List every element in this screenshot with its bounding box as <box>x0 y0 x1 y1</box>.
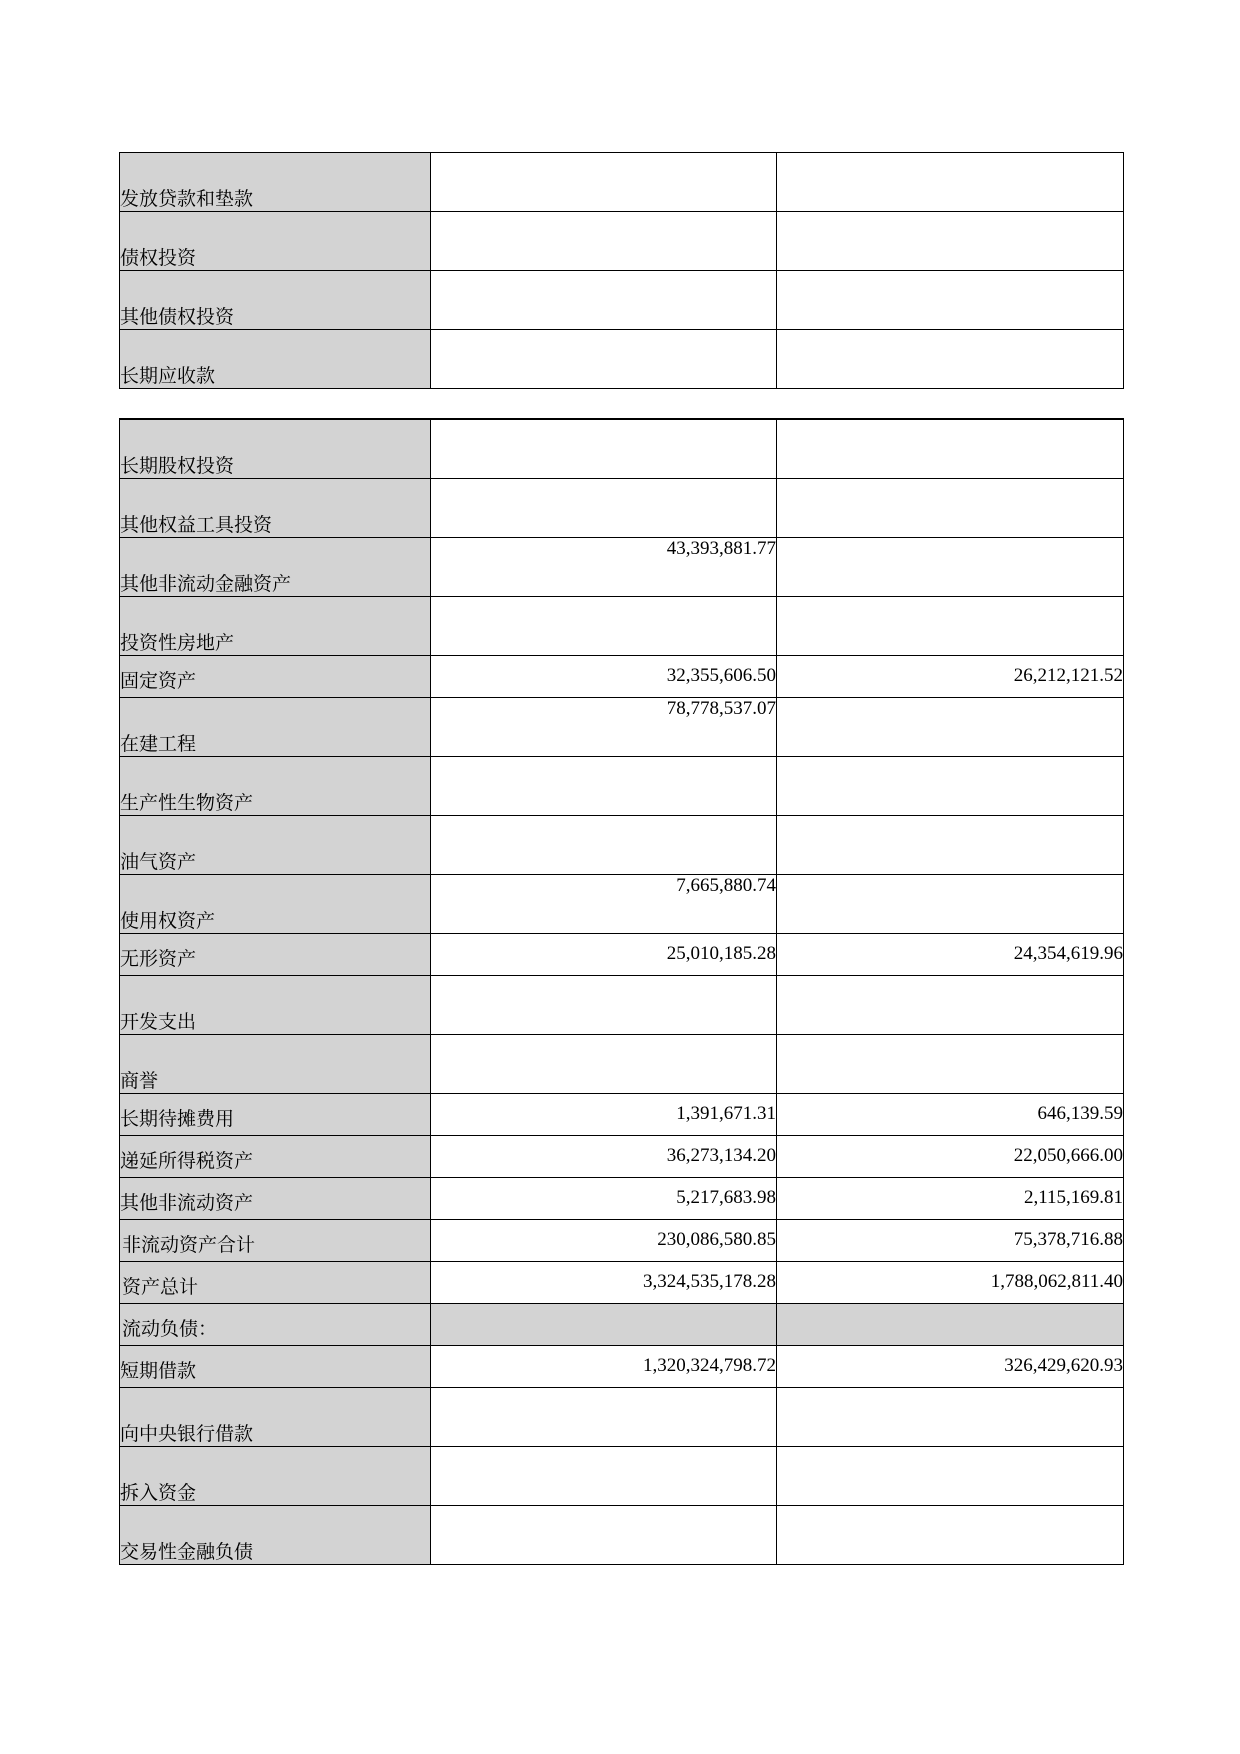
row-label: 交易性金融负债 <box>120 1505 431 1564</box>
row-label: 向中央银行借款 <box>120 1387 431 1446</box>
table-row <box>120 1387 1124 1446</box>
current-value <box>431 271 777 330</box>
table-row <box>120 212 1124 271</box>
previous-value <box>777 1034 1124 1093</box>
row-label: 其他权益工具投资 <box>120 478 431 537</box>
current-value: 43,393,881.77 <box>431 537 777 596</box>
previous-value <box>777 537 1124 596</box>
current-value <box>431 596 777 655</box>
table-row <box>120 330 1124 389</box>
current-value <box>431 1446 777 1505</box>
previous-value <box>777 975 1124 1034</box>
row-label: 其他非流动金融资产 <box>120 537 431 596</box>
row-label: 递延所得税资产 <box>120 1135 431 1177</box>
row-label: 投资性房地产 <box>120 596 431 655</box>
previous-value <box>777 596 1124 655</box>
table-row <box>120 975 1124 1034</box>
table-row <box>120 1303 1124 1345</box>
row-label: 资产总计 <box>120 1261 431 1303</box>
current-value <box>431 478 777 537</box>
previous-value: 326,429,620.93 <box>777 1345 1124 1387</box>
previous-value: 24,354,619.96 <box>777 933 1124 975</box>
table-row <box>120 596 1124 655</box>
current-value: 78,778,537.07 <box>431 697 777 756</box>
table-row <box>120 478 1124 537</box>
current-value: 230,086,580.85 <box>431 1219 777 1261</box>
previous-value <box>777 330 1124 389</box>
table-row <box>120 537 1124 596</box>
row-label: 生产性生物资产 <box>120 756 431 815</box>
previous-value <box>777 1387 1124 1446</box>
table-row <box>120 1261 1124 1303</box>
row-label: 无形资产 <box>120 933 431 975</box>
row-label: 长期待摊费用 <box>120 1093 431 1135</box>
current-value: 36,273,134.20 <box>431 1135 777 1177</box>
table-row <box>120 1219 1124 1261</box>
previous-value <box>777 271 1124 330</box>
table-row <box>120 1135 1124 1177</box>
table-row <box>120 1345 1124 1387</box>
table-row <box>120 874 1124 933</box>
current-value <box>431 212 777 271</box>
previous-value <box>777 419 1124 478</box>
table-row <box>120 1093 1124 1135</box>
current-value <box>431 1505 777 1564</box>
row-label: 流动负债： <box>120 1303 431 1345</box>
row-label: 在建工程 <box>120 697 431 756</box>
table-row <box>120 153 1124 212</box>
balance-sheet-table-top <box>119 152 1124 389</box>
table-row <box>120 1446 1124 1505</box>
row-label: 非流动资产合计 <box>120 1219 431 1261</box>
row-label: 使用权资产 <box>120 874 431 933</box>
row-label: 固定资产 <box>120 655 431 697</box>
table-row <box>120 655 1124 697</box>
current-value: 7,665,880.74 <box>431 874 777 933</box>
balance-sheet-table-main <box>119 418 1124 1565</box>
previous-value: 646,139.59 <box>777 1093 1124 1135</box>
current-value: 25,010,185.28 <box>431 933 777 975</box>
previous-value <box>777 478 1124 537</box>
row-label: 发放贷款和垫款 <box>120 153 431 212</box>
table-row <box>120 271 1124 330</box>
row-label: 商誉 <box>120 1034 431 1093</box>
previous-value <box>777 1446 1124 1505</box>
row-label: 长期股权投资 <box>120 419 431 478</box>
current-value: 32,355,606.50 <box>431 655 777 697</box>
table-row <box>120 1177 1124 1219</box>
row-label: 油气资产 <box>120 815 431 874</box>
table-row <box>120 1034 1124 1093</box>
table-row <box>120 756 1124 815</box>
previous-value: 2,115,169.81 <box>777 1177 1124 1219</box>
current-value <box>431 419 777 478</box>
row-label: 开发支出 <box>120 975 431 1034</box>
row-label: 长期应收款 <box>120 330 431 389</box>
current-value <box>431 330 777 389</box>
current-value <box>431 1387 777 1446</box>
current-value <box>431 756 777 815</box>
previous-value <box>777 153 1124 212</box>
previous-value: 75,378,716.88 <box>777 1219 1124 1261</box>
previous-value <box>777 815 1124 874</box>
table-row <box>120 933 1124 975</box>
current-value <box>431 1303 777 1345</box>
current-value <box>431 815 777 874</box>
row-label: 债权投资 <box>120 212 431 271</box>
current-value: 3,324,535,178.28 <box>431 1261 777 1303</box>
current-value: 1,391,671.31 <box>431 1093 777 1135</box>
previous-value <box>777 212 1124 271</box>
row-label: 拆入资金 <box>120 1446 431 1505</box>
current-value <box>431 975 777 1034</box>
row-label: 短期借款 <box>120 1345 431 1387</box>
previous-value <box>777 697 1124 756</box>
table-row <box>120 697 1124 756</box>
previous-value <box>777 1505 1124 1564</box>
current-value <box>431 153 777 212</box>
current-value <box>431 1034 777 1093</box>
table-row <box>120 419 1124 478</box>
table-row <box>120 815 1124 874</box>
table-row <box>120 1505 1124 1564</box>
current-value: 5,217,683.98 <box>431 1177 777 1219</box>
previous-value: 1,788,062,811.40 <box>777 1261 1124 1303</box>
current-value: 1,320,324,798.72 <box>431 1345 777 1387</box>
previous-value <box>777 1303 1124 1345</box>
row-label: 其他债权投资 <box>120 271 431 330</box>
previous-value: 26,212,121.52 <box>777 655 1124 697</box>
previous-value <box>777 756 1124 815</box>
previous-value: 22,050,666.00 <box>777 1135 1124 1177</box>
previous-value <box>777 874 1124 933</box>
row-label: 其他非流动资产 <box>120 1177 431 1219</box>
